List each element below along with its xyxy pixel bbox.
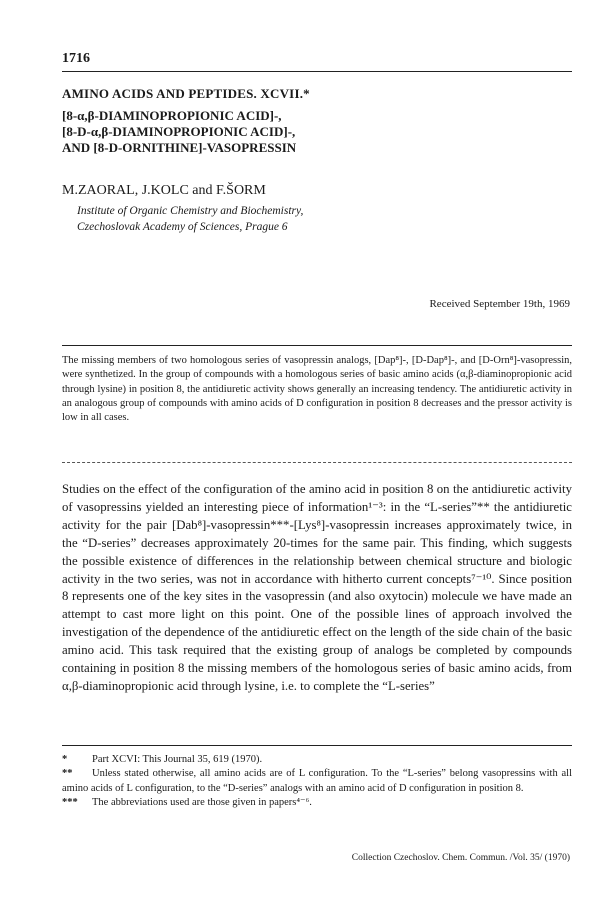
footnote-3 [62,796,572,810]
body-paragraph: Studies on the effect of the configuration of the amino acid in position 8 on the antidiuretic activity of vasopressins yielded an interesting piece of information¹⁻³: in the “L-series”** the antidiuretic activity for the pair [Dab⁸]-vasopressin***-[Lys⁸]-vasopressin increases approximately twice, in the “D-series” decreases approximately 20-times for the same pair. This finding, which suggests the possible existence of differences in the relationship between chemical structure and biologic activity in the two series, was not in accordance with hitherto current concepts⁷⁻¹⁰. Since position 8 represents one of the key sites in the vasopressin (and also oxytocin) molecule we have made an attempt to cast more light on this point. One of the possible lines of approach involved the investigation of the dependence of the antidiuretic effect on the length of the side chain of the basic amino acid. This task required that the existing group of analogs be completed by compounds containing in position 8 the missing members of the homologous series of basic amino acids, from α,β-diaminopropionic acid through lysine, i.e. to complete the “L-series” [62,482,572,693]
series-title: AMINO ACIDS AND PEPTIDES. XCVII.* [62,86,310,101]
received-date: Received September 19th, 1969 [429,298,570,310]
footnote-mark: * [62,754,68,765]
title-line-2: [8-D-α,β-DIAMINOPROPIONIC ACID]-, [62,124,296,139]
footnote-mark: *** [62,796,78,808]
footnotes [62,753,572,810]
footnote-2 [62,767,572,796]
title-line-3: AND [8-D-ORNITHINE]-VASOPRESSIN [62,140,297,155]
affiliation-line-2: Czechoslovak Academy of Sciences, Prague 6 [77,221,288,233]
footnote-text: Unless stated otherwise, all amino acids are of L configuration. To the “L-series” belong vasopressins with all amino acids of L configuration, to the “D-series” analogs with an amino acid of D configuration in position 8. [62,768,572,794]
footnote-text: Part XCVI: This Journal 35, 619 (1970). [92,754,263,765]
abstract: The missing members of two homologous series of vasopressin analogs, [Dap⁸]-, [D-Dap⁸]-, and [D-Orn⁸]-vasopressin, were synthetized. In the group of compounds with a homologous series of basic amino acids (α,β-diaminopropionic acid through lysine) in position 8, the antidiuretic activity shows generally an increasing tendency. The antidiuretic activity in an analogous group of compounds with amino acids of D configuration in position 8 decreases and the pressor activity is low in all cases. [62,355,572,424]
footnote-text: The abbreviations used are those given in papers⁴⁻⁶. [92,796,312,808]
authors: M.ZAORAL, J.KOLC and F.ŠORM [62,183,266,198]
footnote-1 [62,753,572,767]
affiliation [77,203,497,235]
abstract-rule [62,345,572,346]
footnote-rule [62,745,572,746]
journal-citation: Collection Czechoslov. Chem. Commun. /Vol. 35/ (1970) [351,853,570,863]
footnote-mark: ** [62,768,73,780]
article-title [62,86,562,156]
affiliation-line-1: Institute of Organic Chemistry and Biochemistry, [77,205,304,217]
abstract-dashed-rule [62,462,572,463]
page-number: 1716 [62,51,90,66]
header-rule [62,71,572,72]
body-text [62,481,572,696]
title-line-1: [8-α,β-DIAMINOPROPIONIC ACID]-, [62,108,282,123]
